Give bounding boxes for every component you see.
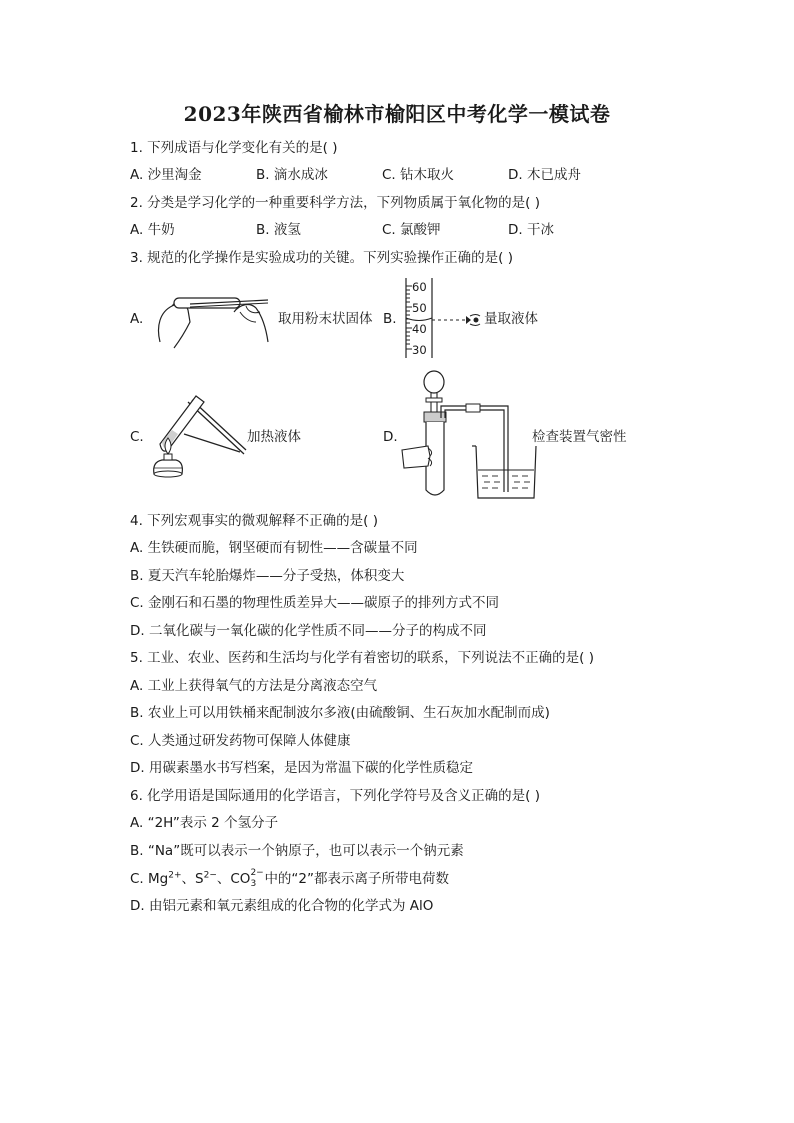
q6-c-suffix: 中的“2”都表示离子所带电荷数 [264, 871, 450, 887]
question-6-stem: 6. 化学用语是国际通用的化学语言，下列化学符号及含义正确的是( ) [130, 788, 540, 804]
q5-option-a: A. 工业上获得氧气的方法是分离液态空气 [130, 678, 378, 694]
q3-option-d-caption: 检查装置气密性 [532, 429, 627, 445]
q5-option-b: B. 农业上可以用铁桶来配制波尔多液(由硫酸铜、生石灰加水配制而成) [130, 705, 550, 721]
q2-option-b: B. 液氢 [256, 222, 301, 238]
q3-option-a-caption: 取用粉末状固体 [278, 311, 373, 327]
cylinder-scale-40: 40 [412, 322, 427, 336]
cylinder-scale-60: 60 [412, 280, 427, 294]
q2-option-d: D. 干冰 [508, 222, 554, 238]
q6-option-a: A. “2H”表示 2 个氢分子 [130, 815, 279, 831]
q4-option-d: D. 二氧化碳与一氧化碳的化学性质不同——分子的构成不同 [130, 623, 487, 639]
page-title: 2023年陕西省榆林市榆阳区中考化学一模试卷 [183, 102, 611, 126]
cylinder-scale-50: 50 [412, 301, 427, 315]
cylinder-scale-30: 30 [412, 343, 427, 357]
q4-option-c: C. 金刚石和石墨的物理性质差异大——碳原子的排列方式不同 [130, 595, 500, 611]
q3-option-b-letter: B. [383, 311, 397, 327]
q5-option-d: D. 用碳素墨水书写档案，是因为常温下碳的化学性质稳定 [130, 760, 473, 776]
question-3-stem: 3. 规范的化学操作是实验成功的关键。下列实验操作正确的是( ) [130, 250, 513, 266]
q6-option-b: B. “Na”既可以表示一个钠原子，也可以表示一个钠元素 [130, 843, 464, 859]
q2-option-a: A. 牛奶 [130, 222, 175, 238]
q3-option-c-letter: C. [130, 429, 144, 445]
question-5-stem: 5. 工业、农业、医药和生活均与化学有着密切的联系，下列说法不正确的是( ) [130, 650, 594, 666]
question-2-stem: 2. 分类是学习化学的一种重要科学方法，下列物质属于氧化物的是( ) [130, 195, 540, 211]
q6-c-prefix: C. Mg [130, 871, 169, 887]
mg-charge: 2+ [168, 870, 182, 881]
q2-option-c: C. 氯酸钾 [382, 222, 441, 238]
q1-option-a: A. 沙里淘金 [130, 167, 202, 183]
s-charge: 2− [203, 870, 217, 881]
q4-option-b: B. 夏天汽车轮胎爆炸——分子受热，体积变大 [130, 568, 405, 584]
q6-c-carbonate: 、CO [216, 871, 251, 887]
q1-option-c: C. 钻木取火 [382, 167, 455, 183]
q6-option-c: C. $Mg^{2+}$、$S^{2-}$、CO 2− 3 中的“2”都表示离子所带电荷数 [130, 868, 450, 889]
q4-option-a: A. 生铁硬而脆，钢坚硬而有韧性——含碳量不同 [130, 540, 418, 556]
airtightness-apparatus-illustration [400, 368, 540, 502]
q1-option-d: D. 木已成舟 [508, 167, 581, 183]
q6-option-d: D. 由铝元素和氧元素组成的化合物的化学式为 AlO [130, 898, 434, 914]
q1-option-b: B. 滴水成冰 [256, 167, 328, 183]
q3-option-b-caption: 量取液体 [484, 311, 538, 327]
q6-c-sulfur: 、S [181, 871, 204, 887]
q3-option-c-caption: 加热液体 [247, 429, 301, 445]
question-4-stem: 4. 下列宏观事实的微观解释不正确的是( ) [130, 513, 378, 529]
heating-liquid-illustration [148, 382, 248, 482]
question-1-stem: 1. 下列成语与化学变化有关的是( ) [130, 140, 338, 156]
q3-option-d-letter: D. [383, 429, 398, 445]
q3-option-a-letter: A. [130, 311, 144, 327]
powder-tube-illustration [150, 282, 278, 352]
q5-option-c: C. 人类通过研发药物可保障人体健康 [130, 733, 351, 749]
